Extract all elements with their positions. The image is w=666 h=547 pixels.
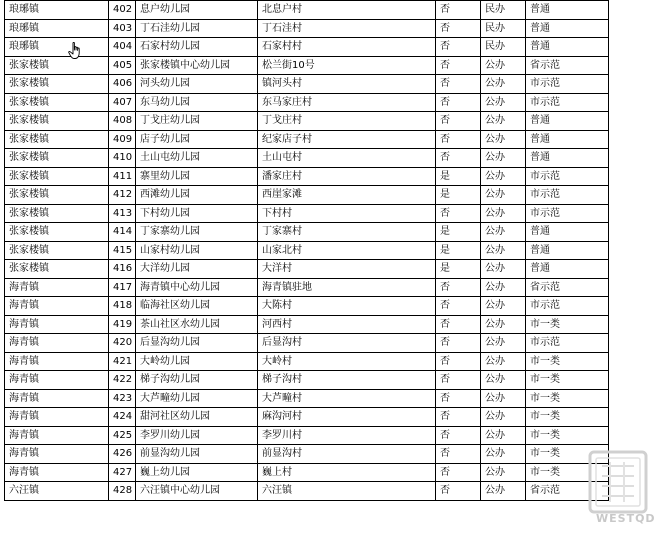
table-row	[5, 426, 609, 445]
cell-kindergarten-name: 甜河社区幼儿园	[136, 408, 258, 427]
cell-grade: 普通	[526, 130, 609, 149]
watermark-text: WESTQD	[596, 512, 656, 525]
cell-town: 张家楼镇	[5, 112, 109, 131]
cell-grade: 省示范	[526, 278, 609, 297]
cell-ownership: 民办	[481, 1, 526, 20]
cell-kindergarten-name: 巍上幼儿园	[136, 463, 258, 482]
cell-town: 张家楼镇	[5, 186, 109, 205]
cell-kindergarten-name: 丁家寨幼儿园	[136, 223, 258, 242]
cell-kindergarten-name: 石家村幼儿园	[136, 38, 258, 57]
cell-number: 423	[109, 389, 136, 408]
cell-address: 石家村村	[258, 38, 436, 57]
cell-ownership: 公办	[481, 204, 526, 223]
cell-grade: 普通	[526, 260, 609, 279]
cell-ownership: 公办	[481, 260, 526, 279]
cell-number: 424	[109, 408, 136, 427]
table-row	[5, 112, 609, 131]
table-row	[5, 278, 609, 297]
cell-flag: 否	[436, 56, 481, 75]
table-body	[5, 1, 609, 501]
cell-town: 六汪镇	[5, 482, 109, 501]
cell-flag: 否	[436, 112, 481, 131]
cell-number: 428	[109, 482, 136, 501]
cell-number: 404	[109, 38, 136, 57]
cell-kindergarten-name: 张家楼镇中心幼儿园	[136, 56, 258, 75]
cell-flag: 否	[436, 315, 481, 334]
cell-town: 海青镇	[5, 463, 109, 482]
cell-grade: 普通	[526, 1, 609, 20]
cell-address: 后显沟村	[258, 334, 436, 353]
cell-ownership: 公办	[481, 56, 526, 75]
cell-address: 潘家庄村	[258, 167, 436, 186]
cell-flag: 否	[436, 204, 481, 223]
cell-ownership: 公办	[481, 445, 526, 464]
cell-grade: 普通	[526, 112, 609, 131]
cell-grade: 普通	[526, 19, 609, 38]
cell-grade: 市示范	[526, 75, 609, 94]
table-row	[5, 223, 609, 242]
cell-flag: 是	[436, 241, 481, 260]
cell-town: 张家楼镇	[5, 75, 109, 94]
cell-address: 纪家店子村	[258, 130, 436, 149]
cell-address: 麻沟河村	[258, 408, 436, 427]
cell-ownership: 公办	[481, 75, 526, 94]
cell-flag: 否	[436, 38, 481, 57]
cell-flag: 否	[436, 334, 481, 353]
cell-address: 前显沟村	[258, 445, 436, 464]
cell-ownership: 公办	[481, 93, 526, 112]
cell-number: 425	[109, 426, 136, 445]
cell-flag: 否	[436, 93, 481, 112]
cell-grade: 普通	[526, 223, 609, 242]
cell-kindergarten-name: 丁戈庄幼儿园	[136, 112, 258, 131]
table-row	[5, 371, 609, 390]
cell-ownership: 公办	[481, 112, 526, 131]
cell-address: 巍上村	[258, 463, 436, 482]
cell-address: 山家北村	[258, 241, 436, 260]
cell-town: 张家楼镇	[5, 130, 109, 149]
table-row	[5, 149, 609, 168]
cell-kindergarten-name: 临海社区幼儿园	[136, 297, 258, 316]
cell-flag: 否	[436, 130, 481, 149]
cell-town: 张家楼镇	[5, 260, 109, 279]
kindergarten-table	[4, 0, 609, 501]
cell-number: 403	[109, 19, 136, 38]
cell-kindergarten-name: 后显沟幼儿园	[136, 334, 258, 353]
cell-number: 420	[109, 334, 136, 353]
cell-flag: 否	[436, 1, 481, 20]
cell-ownership: 公办	[481, 352, 526, 371]
cell-number: 422	[109, 371, 136, 390]
cell-address: 大岭村	[258, 352, 436, 371]
cell-flag: 否	[436, 149, 481, 168]
cell-kindergarten-name: 海青镇中心幼儿园	[136, 278, 258, 297]
hand-cursor-icon	[68, 42, 84, 60]
cell-town: 海青镇	[5, 408, 109, 427]
cell-kindergarten-name: 前显沟幼儿园	[136, 445, 258, 464]
cell-grade: 市一类	[526, 352, 609, 371]
cell-kindergarten-name: 六汪镇中心幼儿园	[136, 482, 258, 501]
cell-address: 六汪镇	[258, 482, 436, 501]
cell-town: 海青镇	[5, 278, 109, 297]
cell-kindergarten-name: 寨里幼儿园	[136, 167, 258, 186]
cell-address: 土山屯村	[258, 149, 436, 168]
cell-flag: 否	[436, 426, 481, 445]
table-row	[5, 297, 609, 316]
cell-number: 407	[109, 93, 136, 112]
cell-address: 丁家寨村	[258, 223, 436, 242]
cell-flag: 是	[436, 186, 481, 205]
cell-ownership: 公办	[481, 315, 526, 334]
cell-ownership: 民办	[481, 38, 526, 57]
cell-town: 张家楼镇	[5, 56, 109, 75]
table-row	[5, 204, 609, 223]
cell-flag: 是	[436, 223, 481, 242]
cell-town: 海青镇	[5, 334, 109, 353]
cell-grade: 市一类	[526, 463, 609, 482]
cell-kindergarten-name: 山家村幼儿园	[136, 241, 258, 260]
cell-flag: 否	[436, 389, 481, 408]
cell-town: 海青镇	[5, 371, 109, 390]
cell-kindergarten-name: 大岭幼儿园	[136, 352, 258, 371]
cell-kindergarten-name: 河头幼儿园	[136, 75, 258, 94]
cell-town: 琅琊镇	[5, 19, 109, 38]
cell-flag: 否	[436, 19, 481, 38]
cell-number: 412	[109, 186, 136, 205]
cell-number: 410	[109, 149, 136, 168]
cell-kindergarten-name: 大洋幼儿园	[136, 260, 258, 279]
cell-number: 421	[109, 352, 136, 371]
table-row	[5, 352, 609, 371]
cell-grade: 省示范	[526, 56, 609, 75]
table-row	[5, 130, 609, 149]
cell-address: 大芦疃村	[258, 389, 436, 408]
cell-flag: 否	[436, 297, 481, 316]
cell-town: 张家楼镇	[5, 93, 109, 112]
cell-ownership: 公办	[481, 482, 526, 501]
table-row	[5, 389, 609, 408]
cell-grade: 市示范	[526, 186, 609, 205]
cell-ownership: 公办	[481, 241, 526, 260]
cell-kindergarten-name: 息户幼儿园	[136, 1, 258, 20]
cell-number: 411	[109, 167, 136, 186]
cell-ownership: 公办	[481, 186, 526, 205]
table-row	[5, 241, 609, 260]
cell-number: 405	[109, 56, 136, 75]
cell-ownership: 公办	[481, 389, 526, 408]
cell-town: 海青镇	[5, 389, 109, 408]
cell-kindergarten-name: 梯子沟幼儿园	[136, 371, 258, 390]
cell-kindergarten-name: 茶山社区水幼儿园	[136, 315, 258, 334]
cell-address: 西崖家滩	[258, 186, 436, 205]
cell-ownership: 公办	[481, 278, 526, 297]
cell-flag: 是	[436, 167, 481, 186]
table-row	[5, 445, 609, 464]
cell-address: 李罗川村	[258, 426, 436, 445]
cell-kindergarten-name: 土山屯幼儿园	[136, 149, 258, 168]
cell-ownership: 公办	[481, 297, 526, 316]
cell-town: 琅琊镇	[5, 38, 109, 57]
table-row	[5, 75, 609, 94]
cell-ownership: 公办	[481, 334, 526, 353]
cell-ownership: 民办	[481, 19, 526, 38]
cell-address: 北息户村	[258, 1, 436, 20]
table-row	[5, 56, 609, 75]
cell-flag: 否	[436, 278, 481, 297]
cell-town: 张家楼镇	[5, 204, 109, 223]
cell-address: 海青镇驻地	[258, 278, 436, 297]
kindergarten-table-container	[4, 0, 609, 501]
cell-grade: 省示范	[526, 482, 609, 501]
cell-town: 张家楼镇	[5, 223, 109, 242]
cell-grade: 市一类	[526, 389, 609, 408]
table-row	[5, 315, 609, 334]
cell-grade: 普通	[526, 149, 609, 168]
cell-grade: 市一类	[526, 445, 609, 464]
cell-kindergarten-name: 丁石洼幼儿园	[136, 19, 258, 38]
cell-town: 海青镇	[5, 315, 109, 334]
cell-address: 丁戈庄村	[258, 112, 436, 131]
cell-grade: 市示范	[526, 93, 609, 112]
cell-ownership: 公办	[481, 408, 526, 427]
cell-grade: 普通	[526, 241, 609, 260]
cell-town: 海青镇	[5, 426, 109, 445]
table-row	[5, 186, 609, 205]
cell-number: 408	[109, 112, 136, 131]
cell-kindergarten-name: 西滩幼儿园	[136, 186, 258, 205]
table-row	[5, 482, 609, 501]
cell-number: 427	[109, 463, 136, 482]
cell-flag: 否	[436, 352, 481, 371]
cell-grade: 市示范	[526, 167, 609, 186]
cell-number: 402	[109, 1, 136, 20]
cell-number: 418	[109, 297, 136, 316]
cell-kindergarten-name: 大芦疃幼儿园	[136, 389, 258, 408]
table-row	[5, 463, 609, 482]
cell-flag: 否	[436, 463, 481, 482]
cell-address: 东马家庄村	[258, 93, 436, 112]
cell-ownership: 公办	[481, 426, 526, 445]
cell-flag: 否	[436, 75, 481, 94]
table-row	[5, 408, 609, 427]
cell-ownership: 公办	[481, 371, 526, 390]
cell-number: 426	[109, 445, 136, 464]
cell-flag: 否	[436, 408, 481, 427]
cell-town: 张家楼镇	[5, 149, 109, 168]
cell-number: 415	[109, 241, 136, 260]
cell-number: 416	[109, 260, 136, 279]
cell-ownership: 公办	[481, 463, 526, 482]
cell-number: 413	[109, 204, 136, 223]
cell-town: 张家楼镇	[5, 167, 109, 186]
table-row	[5, 260, 609, 279]
cell-number: 409	[109, 130, 136, 149]
cell-town: 海青镇	[5, 297, 109, 316]
cell-flag: 是	[436, 260, 481, 279]
table-row	[5, 19, 609, 38]
cell-address: 丁石洼村	[258, 19, 436, 38]
cell-address: 下村村	[258, 204, 436, 223]
cell-grade: 市一类	[526, 408, 609, 427]
cell-kindergarten-name: 李罗川幼儿园	[136, 426, 258, 445]
cell-address: 大洋村	[258, 260, 436, 279]
cell-grade: 市示范	[526, 204, 609, 223]
cell-town: 海青镇	[5, 445, 109, 464]
cell-address: 河西村	[258, 315, 436, 334]
cell-town: 张家楼镇	[5, 241, 109, 260]
cell-address: 镇河头村	[258, 75, 436, 94]
table-row	[5, 93, 609, 112]
table-row	[5, 167, 609, 186]
cell-address: 大陈村	[258, 297, 436, 316]
cell-number: 419	[109, 315, 136, 334]
cell-ownership: 公办	[481, 167, 526, 186]
cell-grade: 市示范	[526, 334, 609, 353]
cell-flag: 否	[436, 482, 481, 501]
cell-grade: 市一类	[526, 371, 609, 390]
cell-town: 琅琊镇	[5, 1, 109, 20]
cell-number: 406	[109, 75, 136, 94]
table-row	[5, 38, 609, 57]
cell-ownership: 公办	[481, 223, 526, 242]
cell-town: 海青镇	[5, 352, 109, 371]
table-row	[5, 1, 609, 20]
cell-grade: 市一类	[526, 426, 609, 445]
cell-ownership: 公办	[481, 149, 526, 168]
table-row	[5, 334, 609, 353]
cell-kindergarten-name: 店子幼儿园	[136, 130, 258, 149]
cell-flag: 否	[436, 371, 481, 390]
cell-ownership: 公办	[481, 130, 526, 149]
cell-kindergarten-name: 下村幼儿园	[136, 204, 258, 223]
cell-address: 梯子沟村	[258, 371, 436, 390]
cell-grade: 市示范	[526, 297, 609, 316]
cell-address: 松兰街10号	[258, 56, 436, 75]
cell-flag: 否	[436, 445, 481, 464]
cell-number: 414	[109, 223, 136, 242]
cell-kindergarten-name: 东马幼儿园	[136, 93, 258, 112]
cell-number: 417	[109, 278, 136, 297]
cell-grade: 普通	[526, 38, 609, 57]
cell-grade: 市一类	[526, 315, 609, 334]
